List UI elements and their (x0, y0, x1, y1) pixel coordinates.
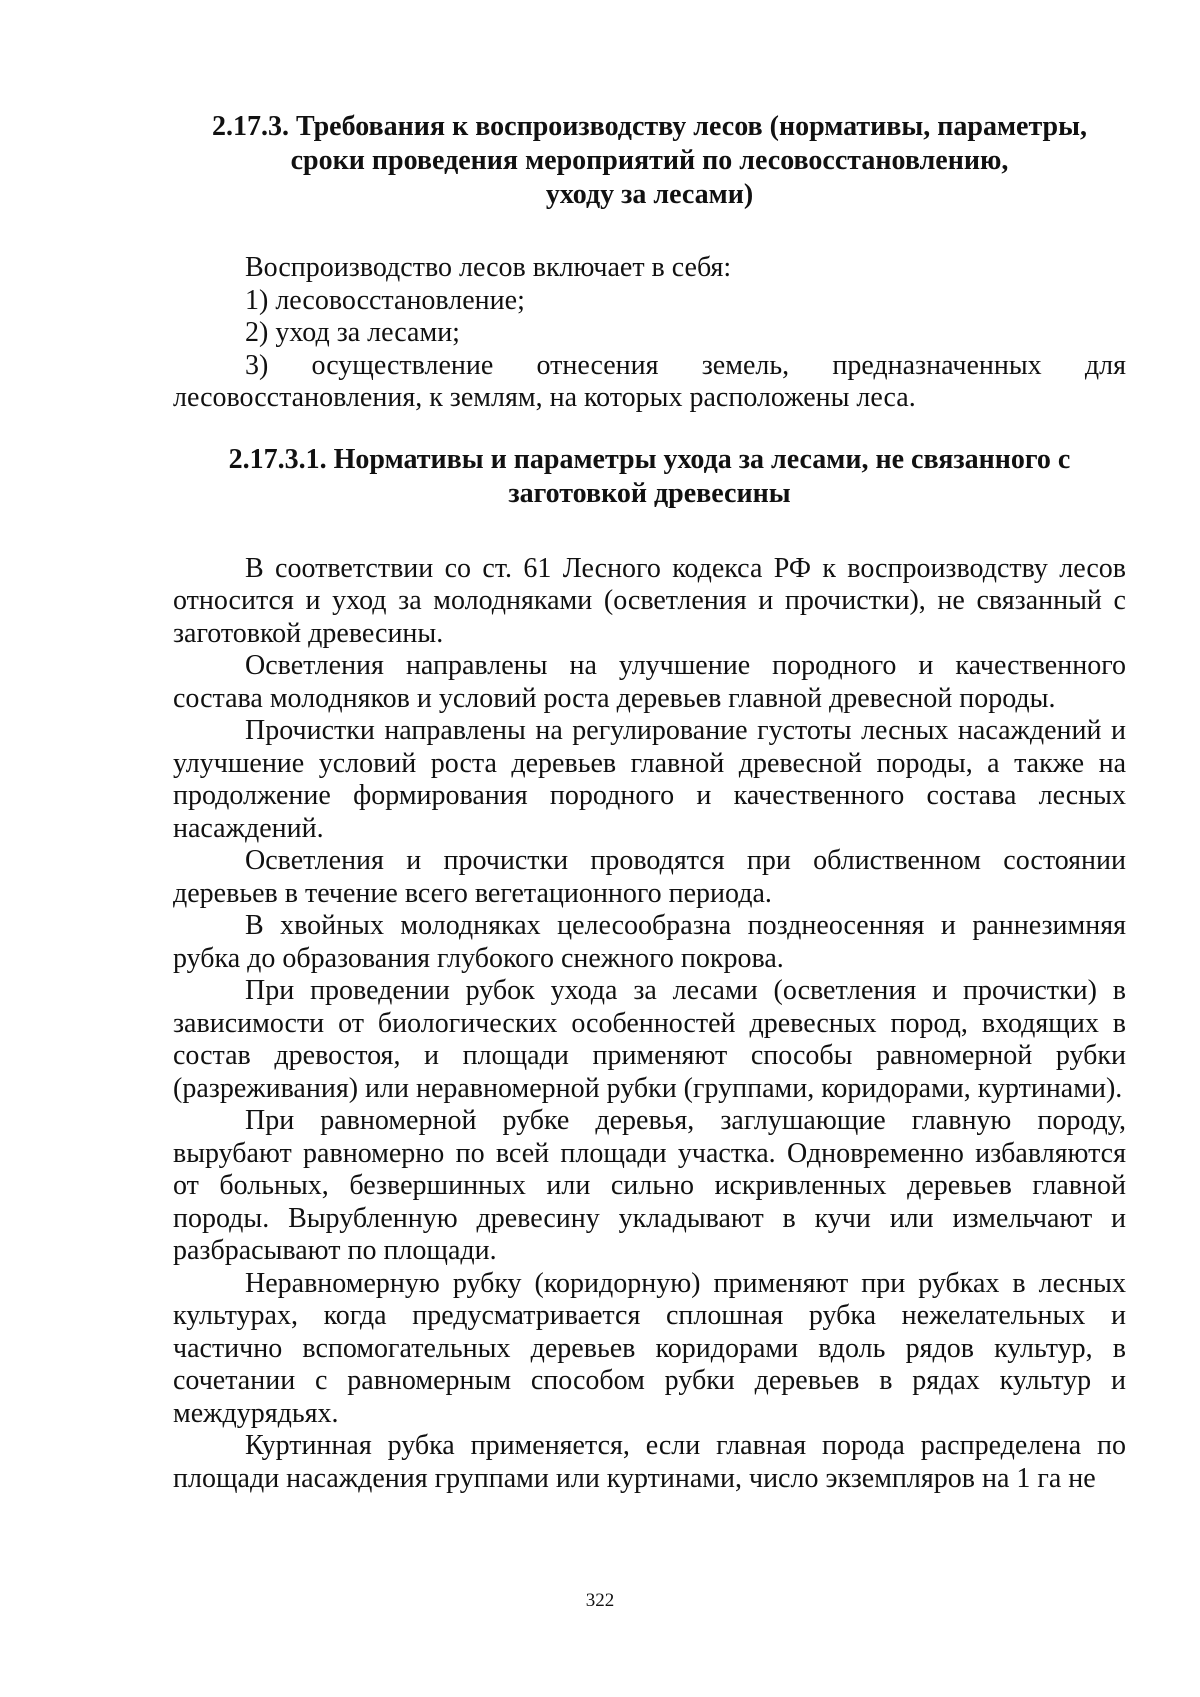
paragraph: Осветления направлены на улучшение породного и качественного состава молодняков и условий роста деревьев главной древесной породы. (173, 650, 1126, 714)
paragraph: В хвойных молодняках целесообразна позднеосенняя и раннезимняя рубка до образования глубокого снежного покрова. (173, 910, 1126, 974)
heading-line: сроки проведения мероприятий по лесовосстановлению, (290, 145, 1009, 176)
paragraph: При равномерной рубке деревья, заглушающие главную породу, вырубают равномерно по всей площади участка. Одновременно избавляются от больных, безвершинных или сильно искривленных деревьев главной породы. Вырубленную древесину укладывают в кучи или измельчают и разбрасывают по площади. (173, 1105, 1126, 1266)
list-item: 2) уход за лесами; (245, 317, 460, 348)
heading-line: 2.17.3. Требования к воспроизводству лесов (нормативы, параметры, (212, 111, 1087, 142)
paragraph: Осветления и прочистки проводятся при облиственном состоянии деревьев в течение всего вегетационного периода. (173, 845, 1126, 909)
heading-line: заготовкой древесины (508, 477, 791, 509)
paragraph: В соответствии со ст. 61 Лесного кодекса РФ к воспроизводству лесов относится и уход за молодняками (осветления и прочистки), не связанный с заготовкой древесины. (173, 552, 1126, 649)
paragraph: Куртинная рубка применяется, если главная порода распределена по площади насаждения группами или куртинами, число экземпляров на 1 га не (173, 1430, 1126, 1494)
list-lead: Воспроизводство лесов включает в себя: (245, 252, 732, 283)
section-heading-2-17-3-1 (173, 443, 1126, 511)
page-number: 322 (585, 1590, 615, 1611)
heading-line: 2.17.3.1. Нормативы и параметры ухода за лесами, не связанного с (228, 443, 1071, 475)
paragraph: Неравномерную рубку (коридорную) применяют при рубках в лесных культурах, когда предусматривается сплошная рубка нежелательных и частично вспомогательных деревьев коридорами вдоль рядов культур, в сочетании с равномерным способом рубки деревьев в рядах культур и междурядьях. (173, 1267, 1126, 1429)
section-heading-2-17-3 (173, 110, 1126, 212)
paragraph: При проведении рубок ухода за лесами (осветления и прочистки) в зависимости от биологических особенностей древесных пород, входящих в состав древостоя, и площади применяют способы равномерной рубки (разреживания) или неравномерной рубки (группами, коридорами, куртинами). (173, 975, 1126, 1104)
list-item: 1) лесовосстановление; (245, 284, 525, 316)
paragraph: Прочистки направлены на регулирование густоты лесных насаждений и улучшение условий роста деревьев главной древесной породы, а также на продолжение формирования породного и качественного состава лесных насаждений. (173, 715, 1126, 844)
document-page (173, 110, 1126, 1495)
reproduction-list (173, 252, 1126, 415)
list-item: 3) осуществление отнесения земель, предназначенных для лесовосстановления, к землям, на которых расположены леса. (173, 349, 1126, 413)
heading-line: уходу за лесами) (545, 179, 754, 210)
body-text (173, 553, 1126, 1496)
